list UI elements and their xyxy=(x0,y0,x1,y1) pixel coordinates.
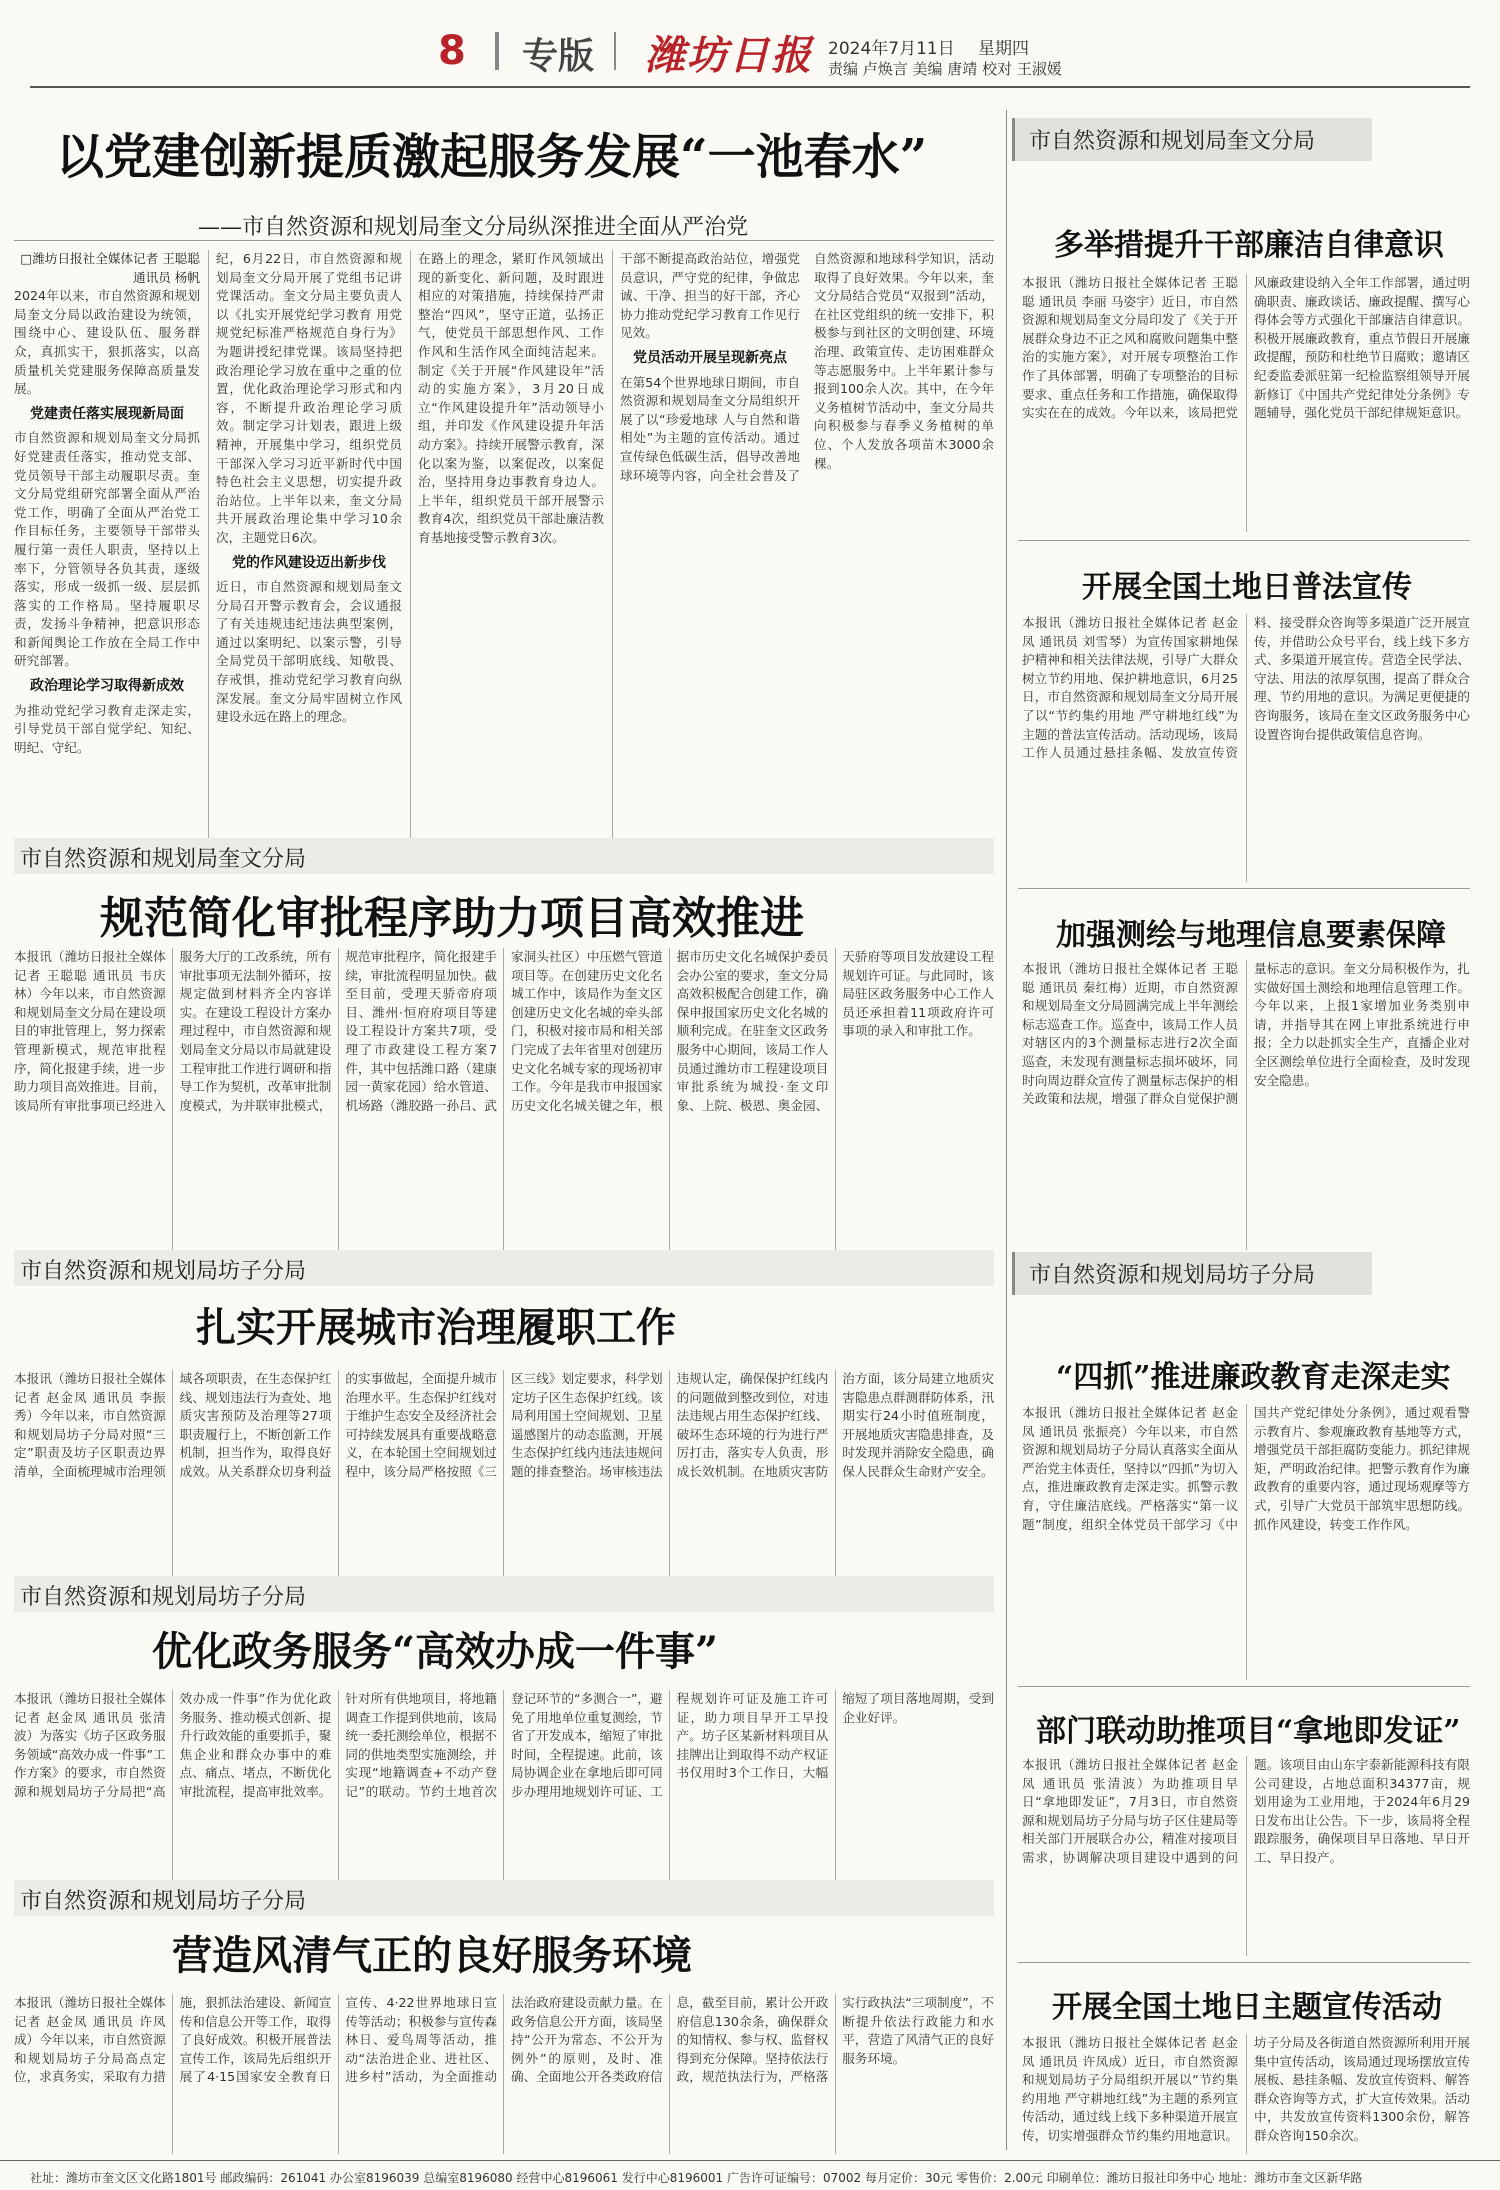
article-headline: 部门联动助推项目“拿地即发证” xyxy=(1036,1714,1461,1749)
article-body: 本报讯（潍坊日报社全媒体记者 赵金凤 通讯员 张清波）为落实《坊子区政务服务领域“高效办成一件事”工作方案》的要求，市自然资源和规划局坊子分局把“高效办成一件事”作为优化政务服务、推动模式创新、提升行政效能的重要抓手，聚焦企业和群众办事中的难点、痛点、堵点，不断优化审批流程，提高审批效率。针对所有供地项目，将地籍调查工作提到供地前，该局统一委托测绘单位，根据不同的供地类型实施测绘，并实现“地籍调查+不动产登记”的联动。节约土地首次登记环节的“多测合一”，避免了用地单位重复测绘，节省了开发成本，缩短了审批时间，全程提速。此前，该局协调企业在拿地后即可同步办理用地规划许可证、工程规划许可证及施工许可证，助力项目早开工早投产。坊子区某新材料项目从挂牌出让到取得不动产权证书仅用时3个工作日，大幅缩短了项目落地周期，受到企业好评。 xyxy=(14,1691,994,1799)
lead-column-2 xyxy=(216,250,402,840)
paragraph: 市自然资源和规划局奎文分局抓好党建责任落实，推动党支部、党员领导干部主动履职尽责。奎文分局党组研究部署全面从严治党工作，明确了全面从严治党工作目标任务，主要领导干部带头履行第一责任人职责，坚持以上率下，分管领导各负其责，逐级落实，形成一级抓一级、层层抓落实的工作格局。坚持履职尽责，发扬斗争精神，把意识形态和新闻舆论工作放在全局工作中研究部署。 xyxy=(14,430,200,669)
section-label: 市自然资源和规划局奎文分局 xyxy=(20,847,307,872)
subheading: 政治理论学习取得新成效 xyxy=(30,678,184,695)
lead-column-3 xyxy=(418,250,604,840)
article-body: 本报讯（潍坊日报社全媒体记者 赵金凤 通讯员 李振秀）今年以来，市自然资源和规划局坊子分局对照“三定”职责及坊子区职责边界清单，全面梳理城市治理领域各项职责，在生态保护红线、规划违法行为查处、地质灾害预防及治理等27项职责履行上，不断创新工作机制，担当作为，取得良好成效。从关系群众切身利益的实事做起，全面提升城市治理水平。生态保护红线对于维护生态安全及经济社会可持续发展具有重要战略意义，在本轮国土空间规划过程中，该分局严格按照《三区三线》划定要求，科学划定坊子区生态保护红线。该局利用国土空间规划、卫星遥感图片的动态监测，开展生态保护红线内违法违规问题的排查整治。场审核违法违规认定，确保保护红线内的问题做到整改到位，对违法违规占用生态保护红线、破坏生态环境的行为进行严厉打击，落实专人负责，形成长效机制。在地质灾害防治方面，该分局建立地质灾害隐患点群测群防体系，汛期实行24小时值班制度，开展地质灾害隐患排查，及时发现并消除安全隐患，确保人民群众生命财产安全。 xyxy=(14,1371,994,1479)
masthead-divider xyxy=(614,32,616,70)
article-headline: 开展全国土地日主题宣传活动 xyxy=(1052,1990,1442,2025)
paragraph: 近日，市自然资源和规划局奎文分局召开警示教育会，会议通报了有关违规违纪违法典型案例，通过以案明纪、以案示警，引导全局党员干部明底线、知敬畏、存戒惧，推动党纪学习教育向纵深发展。奎文分局牢固树立作风建设永远在路上的理念。 xyxy=(216,579,402,725)
masthead-divider xyxy=(495,32,499,70)
paragraph: 干部不断提高政治站位，增强党员意识，严守党的纪律，争做忠诚、干净、担当的好干部，齐心协力推动党纪学习教育工作见行见效。 xyxy=(620,251,800,341)
article-body: 本报讯（潍坊日报社全媒体记者 王聪聪 通讯员 李丽 马姿宇）近日，市自然资源和规划局奎文分局印发了《关于开展群众身边不正之风和腐败问题集中整治的实施方案》，对开展专项整治工作作了具体部署，明确了专项整治的目标要求、重点任务和工作措施，确保取得实实在在的成效。今年以来，该局把党风廉政建设纳入全年工作部署，通过明确职责、廉政谈话、廉政提醒、撰写心得体会等方式强化干部廉洁自律意识。积极开展廉政教育，重点节假日开展廉政提醒，预防和杜绝节日腐败；邀请区纪委监委派驻第一纪检监察组领导开展新修订《中国共产党纪律处分条例》专题辅导，强化党员干部纪律规矩意识。 xyxy=(1022,275,1470,421)
article-headline: 营造风清气正的良好服务环境 xyxy=(172,1932,692,1979)
article-headline: 多举措提升干部廉洁自律意识 xyxy=(1054,228,1444,263)
article-body: 本报讯（潍坊日报社全媒体记者 赵金凤 通讯员 张振亮）今年以来，市自然资源和规划局坊子分局认真落实全面从严治党主体责任，坚持以“四抓”为切入点，推进廉政教育走深走实。抓警示教育，守住廉洁底线。严格落实“第一议题”制度，组织全体党员干部学习《中国共产党纪律处分条例》，通过观看警示教育片、参观廉政教育基地等方式，增强党员干部拒腐防变能力。抓纪律规矩，严明政治纪律。把警示教育作为廉政教育的重要内容，通过现场观摩等方式，引导广大党员干部筑牢思想防线。抓作风建设，转变工作作风。 xyxy=(1022,1405,1470,1532)
page-number: 8 xyxy=(438,28,466,74)
article-headline: 加强测绘与地理信息要素保障 xyxy=(1056,918,1446,953)
footer-imprint: 社址：潍坊市奎文区文化路1801号 邮政编码：261041 办公室8196039 总编室8196080 经营中心8196061 发行中心8196001 广告许可证编号：07002 每月定价：30元 零售价：2.00元 印刷单位：潍坊日报社印务中心 地址：潍坊市奎文区新华路 xyxy=(0,2160,1500,2190)
article-body: 本报讯（潍坊日报社全媒体记者 赵金凤 通讯员 张清波）为助推项目早日“拿地即发证”，7月3日，市自然资源和规划局坊子分局与坊子区住建局等相关部门开展联合办公，精准对接项目需求，协调解决项目建设中遇到的问题。该项目由山东宇泰新能源科技有限公司建设，占地总面积34377亩，规划用途为工业用地，于2024年6月29日发布出让公告。下一步，该局将全程跟踪服务，确保项目早日落地、早日开工、早日投产。 xyxy=(1022,1757,1470,1865)
lead-column-1 xyxy=(14,250,200,840)
divider xyxy=(1018,1686,1470,1687)
issue-date: 2024年7月11日 xyxy=(828,39,955,59)
subheading: 党建责任落实展现新局面 xyxy=(30,405,184,422)
article-headline: 开展全国土地日普法宣传 xyxy=(1082,570,1412,605)
divider xyxy=(1018,888,1470,889)
article-headline: 规范简化审批程序助力项目高效推进 xyxy=(100,893,804,944)
lead-column-4 xyxy=(620,250,994,840)
article-body: 本报讯（潍坊日报社全媒体记者 王聪聪 通讯员 秦红梅）近期，市自然资源和规划局奎文分局圆满完成上半年测绘标志巡查工作。巡查中，该局工作人员对辖区内的3个测量标志进行2次全面巡查，未发现有测量标志损坏破坏，同时向周边群众宣传了测量标志保护的相关政策和法规，增强了群众自觉保护测量标志的意识。奎文分局积极作为，扎实做好国土测绘和地理信息管理工作。今年以来，上报1家增加业务类别申请，并指导其在网上审批系统进行申报；全力以赴抓实全生产，直播企业对全区测绘单位进行全面检查，及时发现安全隐患。 xyxy=(1022,961,1470,1107)
section-name: 专版 xyxy=(522,36,595,77)
divider xyxy=(1018,540,1470,541)
subheading: 党员活动开展呈现新亮点 xyxy=(633,349,787,366)
byline: □潍坊日报社全媒体记者 王聪聪 通讯员 杨帆 xyxy=(20,251,200,285)
subheading: 党的作风建设迈出新步伐 xyxy=(232,554,386,571)
article-body: 本报讯（潍坊日报社全媒体记者 赵金凤 通讯员 许凤成）近日，市自然资源和规划局坊子分局组织开展以“节约集约用地 严守耕地红线”为主题的系列宣传活动，通过线上线下多种渠道开展宣传，切实增强群众节约集约用地意识。坊子分局及各街道自然资源所利用开展集中宣传活动，该局通过现场摆放宣传展板、悬挂条幅、发放宣传资料、解答群众咨询等方式，扩大宣传效果。活动中，共发放宣传资料1300余份，解答群众咨询150余次。 xyxy=(1022,2035,1470,2143)
column-rule xyxy=(410,250,411,840)
newspaper-logo: 潍坊日报 xyxy=(645,32,813,79)
lead-subheadline: ——市自然资源和规划局奎文分局纵深推进全面从严治党 xyxy=(198,215,749,240)
section-label: 市自然资源和规划局坊子分局 xyxy=(20,1889,307,1914)
section-label: 市自然资源和规划局奎文分局 xyxy=(1012,118,1372,161)
masthead xyxy=(0,0,1500,80)
paragraph: 在第54个世界地球日期间，市自然资源和规划局奎文分局组织开展了以“珍爱地球 人与自然和谐相处”为主题的宣传活动。通过宣传绿色低碳生活，倡导改善地球环境等内容，向全社会普及了自然资源和地球科学知识，活动取得了良好效果。今年以来，奎文分局结合党员“双报到”活动，在社区党组织的统一安排下，积极参与到社区的文明创建、环境治理、政策宣传、走访困难群众等志愿服务中。上半年累计参与报到100余人次。其中，在今年义务植树节活动中，奎文分局共向积极参与春季义务植树的单位、个人发放各项苗木3000余棵。 xyxy=(620,251,994,483)
article-body: 本报讯（潍坊日报社全媒体记者 赵金凤 通讯员 刘雪琴）为宣传国家耕地保护精神和相关法律法规，引导广大群众树立节约用地、保护耕地意识，6月25日，市自然资源和规划局奎文分局开展了以“节约集约用地 严守耕地红线”为主题的普法宣传活动。活动现场，该局工作人员通过悬挂条幅、发放宣传资料、接受群众咨询等多渠道广泛开展宣传，并借助公众号平台，线上线下多方式、多渠道开展宣传。营造全民学法、守法、用法的浓厚氛围，提高了群众合理、节约用地的意识。为满足更便捷的咨询服务，该局在奎文区政务服务中心设置咨询台提供政策信息咨询。 xyxy=(1022,615,1470,761)
article-headline: 扎实开展城市治理履职工作 xyxy=(196,1304,676,1351)
lead-headline: 以党建创新提质激起服务发展“一池春水” xyxy=(56,129,928,185)
article-headline: 优化政务服务“高效办成一件事” xyxy=(152,1628,719,1675)
article-body: 本报讯（潍坊日报社全媒体记者 赵金凤 通讯员 许凤成）今年以来，市自然资源和规划局坊子分局高点定位，求真务实，采取有力措施，狠抓法治建设、新闻宣传和信息公开等工作，取得了良好成效。积极开展普法宣传工作，该局先后组织开展了4·15国家安全教育日宣传、4·22世界地球日宣传等活动；积极参与宣传森林日、爱鸟周等活动，推动“法治进企业、进社区、进乡村”活动，为全面推动法治政府建设贡献力量。在政务信息公开方面，该局坚持“公开为常态、不公开为例外”的原则，及时、准确、全面地公开各类政府信息，截至目前，累计公开政府信息130余条，确保群众的知情权、参与权、监督权得到充分保障。坚持依法行政，规范执法行为，严格落实行政执法“三项制度”，不断提升依法行政能力和水平，营造了风清气正的良好服务环境。 xyxy=(14,1995,994,2085)
section-label: 市自然资源和规划局坊子分局 xyxy=(20,1585,307,1610)
paragraph: 纪，6月22日，市自然资源和规划局奎文分局开展了党组书记讲党课活动。奎文分局主要负责人以《扎实开展党纪学习教育 用党规党纪标准严格规范自身行为》为题讲授纪律党课。该局坚持把政治理论学习放在重中之重的位置，优化政治理论学习形式和内容，不断提升政治理论学习质效。制定学习计划表，跟进上级精神，开展集中学习，组织党员干部深入学习习近平新时代中国特色社会主义思想，切实提升政治站位。上半年以来，奎文分局共开展政治理论集中学习10余次，主题党日6次。 xyxy=(216,251,402,545)
paragraph: 2024年以来，市自然资源和规划局奎文分局以政治建设为统领，围绕中心、建设队伍、服务群众，真抓实干，狠抓落实，以高质量机关党建服务保障高质量发展。 xyxy=(14,288,200,397)
section-label: 市自然资源和规划局坊子分局 xyxy=(20,1259,307,1284)
editor-credits: 责编 卢焕言 美编 唐靖 校对 王淑媛 xyxy=(828,60,1062,78)
paragraph: 为推动党纪学习教育走深走实，引导党员干部自觉学纪、知纪、明纪、守纪。 xyxy=(14,702,200,755)
divider xyxy=(1018,1962,1470,1963)
column-rule xyxy=(612,250,613,840)
masthead-rule xyxy=(30,86,1470,88)
section-label: 市自然资源和规划局坊子分局 xyxy=(1012,1252,1372,1295)
article-headline: “四抓”推进廉政教育走深走实 xyxy=(1056,1360,1451,1395)
divider xyxy=(14,240,994,241)
issue-weekday: 星期四 xyxy=(978,39,1029,59)
page-column-rule xyxy=(1006,110,1007,2150)
article-body: 本报讯（潍坊日报社全媒体记者 王聪聪 通讯员 韦庆林）今年以来，市自然资源和规划局奎文分局在建设项目的审批管理上，努力探索管理新模式，规范审批程序，简化报建手续，进一步助力项目高效推进。目前，该局所有审批事项已经进入服务大厅的工改系统，所有审批事项无法制外循环，按规定做到材料齐全内容详实。在建设工程设计方案办理过程中，市自然资源和规划局奎文分局以市局就建设工程审批工作进行调研和指导工作为契机，改革审批制度模式，为并联审批模式，规范审批程序，简化报建手续，审批流程明显加快。截至目前，受理天骄帝府项目、潍州·恒府府项目等建设工程设计方案共7项，受理了市政建设工程方案7件，其中包括潍口路（建康园一黄家花园）给水管道、机场路（潍胶路一孙吕、武家洞头社区）中压燃气管道项目等。在创建历史文化名城工作中，该局作为奎文区创建历史文化名城的牵头部门，积极对接市局和相关部门完成了去年省里对创建历史文化名城专家的现场初审工作。今年是我市申报国家历史文化名城关键之年，根据市历史文化名城保护委员会办公室的要求，奎文分局高效积极配合创建工作，确保申报国家历史文化名城的顺利完成。在驻奎文区政务服务中心期间，该局工作人员通过潍坊市工程建设项目审批系统为城投·奎文印象、上院、极恩、奥金园、天骄府等项目发放建设工程规划许可证。与此同时，该局驻区政务服务中心工作人员还承担着11项政府许可事项的录入和审批工作。 xyxy=(14,949,994,1113)
paragraph: 在路上的理念，紧盯作风领域出现的新变化、新问题，及时跟进相应的对策措施，持续保持严肃整治“四风”，坚守正道，弘扬正气，使党员干部思想作风、工作作风和生活作风全面纯洁起来。制定《关于开展“作风建设年”活动的实施方案》，3月20日成立“作风建设提升年”活动领导小组，并印发《作风建设提升年活动方案》。持续开展警示教育，深化以案为鉴，以案促改，以案促治，坚持用身边事教育身边人。上半年，组织党员干部开展警示教育4次，组织党员干部赴廉洁教育基地接受警示教育3次。 xyxy=(418,251,604,545)
column-rule xyxy=(208,250,209,840)
